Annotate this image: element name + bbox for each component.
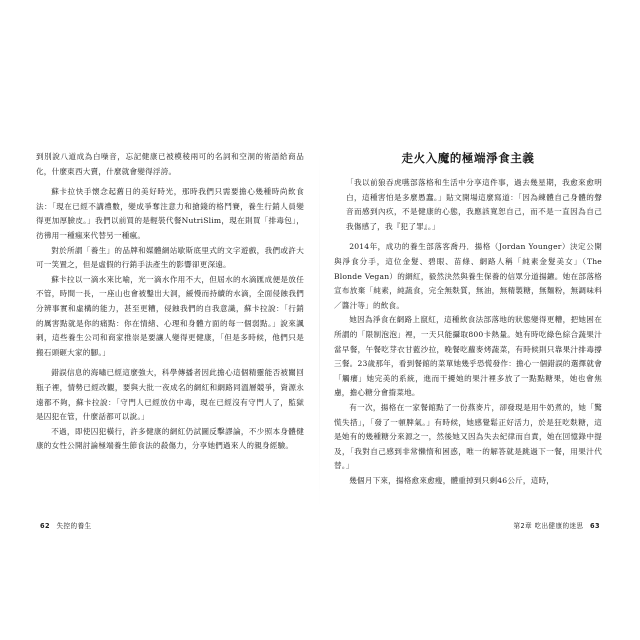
- paragraph: 錯誤信息的海嘯已經這麼強大，科學傳播者因此擔心這個精靈能否被關回瓶子裡，情勢已經改觀，要與大批一夜成名的網紅和網路同溫層競爭，資源永遠都不夠，蘇卡拉說：「守門人已經放仿中毒，現在已經沒有守門人了，監獄是囚犯在管，什麼話都可以說。」: [36, 368, 304, 422]
- left-page: [36, 150, 304, 454]
- paragraph: 她因為淨食在網路上竄紅，這種飲食法部落地的狀態變得更糟，把她困在所謂的「限制泡泡」裡，一天只能攝取800卡熱量。她有時吃綠色綜合蔬果汁當早餐，午餐吃芽衣甘藍沙拉，晚餐吃蘿麥烤蔬菜，有時候則只靠果汁排毒撐三餐。23歲那年，看到餐館的菜單她幾乎恐慌發作：擔心一個錯誤的選擇就會「觸癢」她完美的系統，進而干擾她的果汁裡多放了一點點糖果，她也會焦慮，擔心糖分會揹菜地。: [334, 315, 602, 398]
- page-number: 63: [590, 522, 600, 530]
- page-number: 62: [40, 522, 50, 530]
- paragraph: 蘇卡拉快手懷念起舊日的美好時光，那時我們只需要擔心幾種時尚飲食法：「現在已經不講禮數，變成爭奪注意力和搶錢的格鬥賽，養生行銷人員變得更加厚臉皮。」我們以前買的是輕裝代餐NutriSlim，現在則買「排毒包」，彷彿用一種瘋來代替另一種瘋。: [36, 187, 304, 240]
- paragraph: 蘇卡拉以一滴水來比喻，光一滴水作用不大，但屆水的水滴匯成便是放任不管，時間一長，一座山也會被鑿出大洞，緩慢而持續的水滴，全面侵蝕我們分辨事實和虛構的能力，甚至更糟，侵蝕我們的自我意識，蘇卡拉說：「行銷的厲害點就是你的痛點：你在情緒、心理和身體方面的每一個弱點。」說來諷刺，這些養生公司和商家推崇是要讓人變得更健康，「但是多時候，他們只是搬石頭砸大家的腳。」: [36, 274, 304, 357]
- right-footer: [513, 520, 604, 530]
- paragraph: 2014年，成功的養生部落客喬丹．揚格（Jordan Younger）決定公開與淨食分手，這位金髮、碧眼、苗條、網路人稱「純素金髮美女」（The Blonde Vegan）的網紅，毅然決然與養生保養的信眾分道揚鑣。她在部落格宣布放棄「純素，純蔬食，完全無麩質，無油，無精製糖，無麵粉，無調味料／醬汁等」的飲食。: [334, 242, 602, 310]
- right-page: [334, 150, 602, 488]
- chapter-label: 第2章: [513, 522, 533, 530]
- paragraph: 對於所謂「養生」的品牌和媒體網站歇斯底里式的文字遊戲，我們或許大可一笑置之，但是虛假的行銷手法產生的影響卻更深遠。: [36, 245, 304, 270]
- paragraph: 幾個月下來，揚格愈來愈瘦，體重掉到只剩46公斤，這時，: [349, 475, 555, 485]
- block-quote: 「我以前狼吞虎嚥部落格和生活中分享這件事，過去幾星期，我愈來愈明白，這種害怕是多麼愚蠢。」貼文開場這麼寫道：「因為練體自己身體的聲音而感到內疚，不是健康的心態，我應該寬恕自己，而不是一直因為自己我傷感了，我『犯了罪』。」: [346, 178, 602, 231]
- running-title: 失控的養生: [56, 522, 92, 530]
- section-title: 走火入魔的極端淨食主義: [401, 151, 535, 165]
- page-gutter: [319, 150, 320, 510]
- running-title: 吃出健康的迷思: [534, 522, 584, 530]
- paragraph: 有一次，揚格在一家餐館點了一份燕麥片，卻發現是用牛奶煮的，她「驚慌失措」，「發了一頓脾氣。」有時候，她感覺鬆正好活力，於是狂吃麩糖，這是她有的幾種糖分來源之一，然後她又因為失去紀律而自責，她在回憶錄中提及，「我對自己感到非常懶惰和困惑，唯一的解答就是跳過下一餐，用果汁代替。」: [334, 402, 602, 471]
- left-footer: [36, 520, 91, 530]
- paragraph: 不過，即使囚犯橫行，許多健康的網紅仍試圖反擊謬論，不少照本身體健康的女性公開討論極端養生節食法的殺傷力，分享她們過來人的親身經驗。: [36, 426, 304, 451]
- paragraph: 到別說八道成為白噪音，忘記健康已被模稜兩可的名詞和空洞的術語給商品化，什麼東西大賣，什麼就會變得浮誇。: [36, 152, 304, 176]
